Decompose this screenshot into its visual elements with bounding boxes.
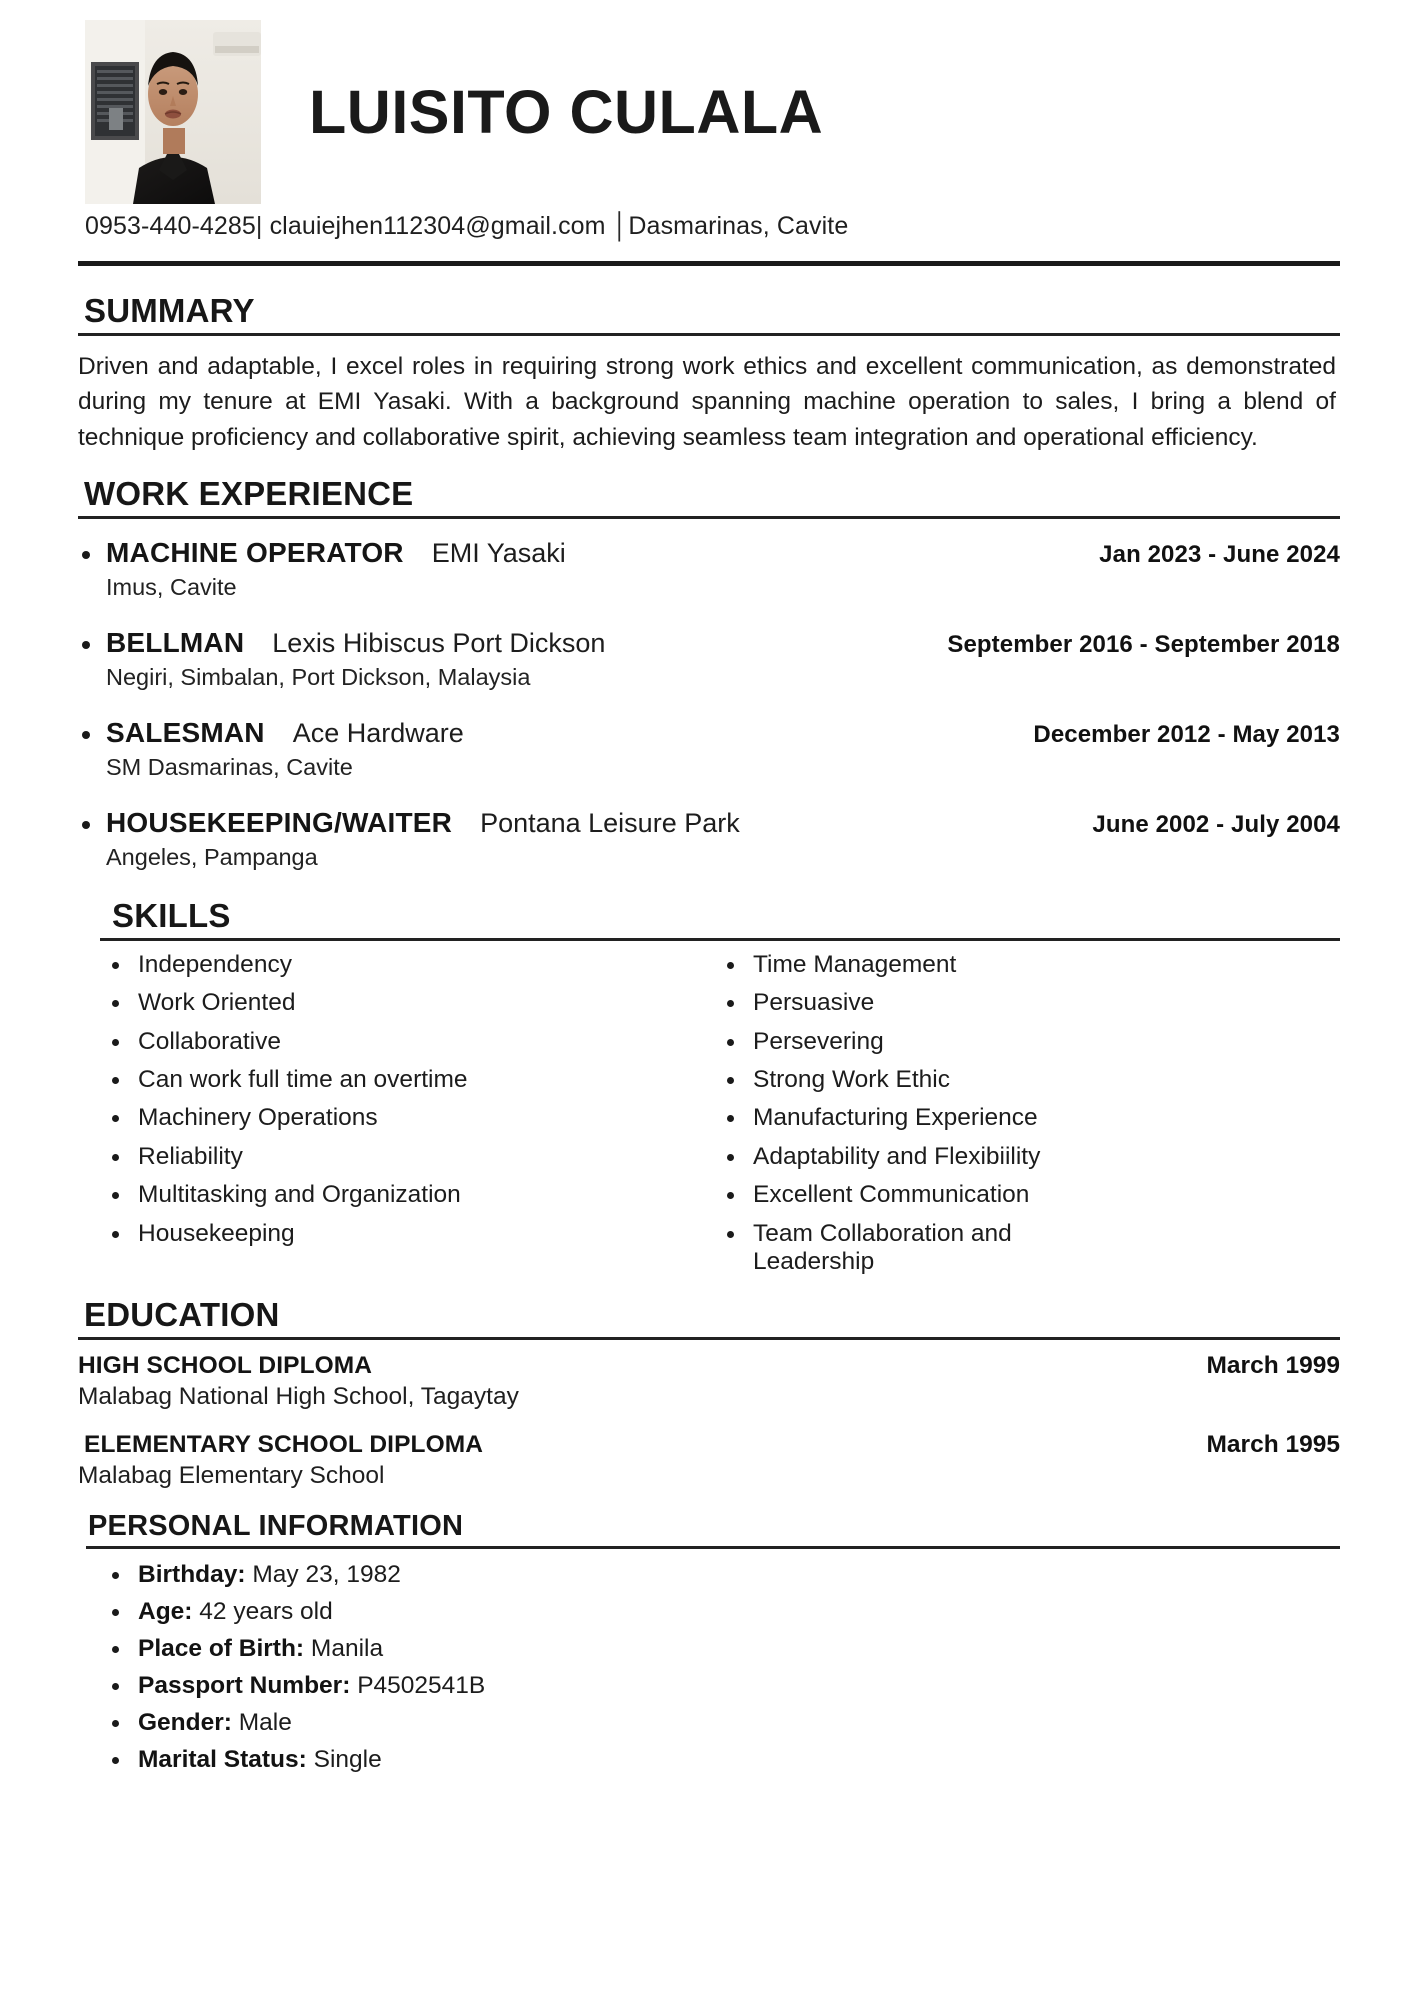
job-location: SM Dasmarinas, Cavite: [106, 753, 353, 780]
job-entry: [78, 717, 1340, 781]
job-date: June 2002 - July 2004: [1092, 810, 1340, 838]
summary-underline: [78, 333, 1340, 336]
page-title: LUISITO CULALA: [309, 77, 824, 146]
job-company: Ace Hardware: [292, 717, 464, 748]
profile-photo: [85, 20, 261, 204]
list-item: [104, 1561, 1340, 1589]
skills-heading: SKILLS: [112, 896, 231, 934]
education-underline: [78, 1337, 1340, 1340]
list-item: Collaborative: [104, 1028, 709, 1056]
contact-separator-1: |: [255, 212, 263, 240]
info-value: Single: [313, 1746, 382, 1774]
list-item: Time Management: [719, 951, 1340, 979]
bullet-icon: [82, 821, 90, 829]
info-label: Age:: [138, 1598, 193, 1626]
list-item: [104, 1672, 1340, 1700]
education-heading: EDUCATION: [84, 1296, 280, 1334]
job-entry: [78, 627, 1340, 691]
job-title: BELLMAN: [106, 626, 245, 658]
info-label: Birthday:: [138, 1561, 246, 1589]
skills-underline: [100, 938, 1340, 941]
list-item: Team Collaboration and Leadership: [719, 1220, 1019, 1277]
list-item: Excellent Communication: [719, 1181, 1340, 1209]
skills-right-column: [709, 951, 1340, 1287]
skills-section: [0, 897, 1414, 1287]
job-location: Negiri, Simbalan, Port Dickson, Malaysia: [106, 663, 531, 690]
job-location: Angeles, Pampanga: [106, 843, 318, 870]
personal-information-underline: [86, 1546, 1340, 1549]
list-item: Machinery Operations: [104, 1104, 709, 1132]
education-school: Malabag Elementary School: [78, 1462, 385, 1490]
info-value: 42 years old: [199, 1598, 333, 1626]
info-value: Male: [238, 1709, 292, 1737]
education-list: [78, 1352, 1340, 1490]
education-date: March 1999: [1206, 1352, 1340, 1380]
info-label: Marital Status:: [138, 1746, 307, 1774]
list-item: Manufacturing Experience: [719, 1104, 1340, 1132]
personal-information-heading: PERSONAL INFORMATION: [88, 1510, 464, 1543]
info-value: P4502541B: [357, 1672, 486, 1700]
work-experience-section: [0, 475, 1414, 871]
bullet-icon: [82, 551, 90, 559]
education-entry: [78, 1352, 1340, 1411]
skills-left-column: [78, 951, 709, 1287]
skills-columns: [78, 951, 1340, 1287]
portrait-photo-graphic: [85, 20, 261, 204]
job-date: September 2016 - September 2018: [947, 630, 1340, 658]
education-date: March 1995: [1206, 1431, 1340, 1459]
phone-number: 0953-440-4285: [85, 212, 256, 240]
job-entry: [78, 807, 1340, 871]
list-item: Persevering: [719, 1028, 1340, 1056]
education-degree: ELEMENTARY SCHOOL DIPLOMA: [84, 1431, 484, 1459]
education-entry: [78, 1431, 1340, 1490]
list-item: Can work full time an overtime: [104, 1066, 709, 1094]
bullet-icon: [82, 641, 90, 649]
list-item: Work Oriented: [104, 989, 709, 1017]
job-company: EMI Yasaki: [431, 537, 566, 568]
job-date: Jan 2023 - June 2024: [1099, 540, 1340, 568]
list-item: Adaptability and Flexibiility: [719, 1143, 1340, 1171]
job-location: Imus, Cavite: [106, 573, 237, 600]
list-item: Housekeeping: [104, 1220, 709, 1248]
personal-information-section: [0, 1510, 1414, 1774]
work-experience-heading: WORK EXPERIENCE: [84, 474, 414, 512]
location-text: Dasmarinas, Cavite: [628, 212, 849, 240]
job-date: December 2012 - May 2013: [1033, 720, 1340, 748]
summary-heading: SUMMARY: [84, 292, 255, 329]
job-company: Lexis Hibiscus Port Dickson: [272, 627, 606, 658]
summary-text: Driven and adaptable, I excel roles in requiring strong work ethics and excellent communication, as demonstrated during my tenure at EMI Yasaki. With a background spanning machine operation to sales, I bring a blend of technique proficiency and collaborative spirit, achieving seamless team integration and operational efficiency.: [78, 353, 1336, 451]
work-experience-underline: [78, 516, 1340, 519]
education-section: [0, 1296, 1414, 1490]
contact-line: [0, 212, 1414, 241]
job-title: MACHINE OPERATOR: [106, 536, 404, 568]
job-title: SALESMAN: [106, 716, 265, 748]
info-label: Gender:: [138, 1709, 232, 1737]
resume-header: [0, 0, 1414, 190]
summary-section: [0, 292, 1414, 455]
job-list: [78, 537, 1340, 871]
education-school: Malabag National High School, Tagaytay: [78, 1383, 519, 1411]
education-degree: HIGH SCHOOL DIPLOMA: [78, 1352, 373, 1380]
contact-separator-2: │: [612, 212, 629, 240]
header-divider: [78, 261, 1340, 266]
list-item: [104, 1635, 1340, 1663]
bullet-icon: [82, 731, 90, 739]
list-item: [104, 1709, 1340, 1737]
list-item: Strong Work Ethic: [719, 1066, 1340, 1094]
list-item: Persuasive: [719, 989, 1340, 1017]
list-item: [104, 1746, 1340, 1774]
job-title: HOUSEKEEPING/WAITER: [106, 806, 453, 838]
list-item: Independency: [104, 951, 709, 979]
info-value: May 23, 1982: [252, 1561, 401, 1589]
info-label: Passport Number:: [138, 1672, 351, 1700]
list-item: Multitasking and Organization: [104, 1181, 709, 1209]
list-item: Reliability: [104, 1143, 709, 1171]
personal-information-list: [78, 1561, 1340, 1774]
info-label: Place of Birth:: [138, 1635, 305, 1663]
job-company: Pontana Leisure Park: [480, 807, 740, 838]
email-address: clauiejhen112304@gmail.com: [269, 212, 606, 240]
info-value: Manila: [310, 1635, 384, 1663]
list-item: [104, 1598, 1340, 1626]
job-entry: [78, 537, 1340, 601]
